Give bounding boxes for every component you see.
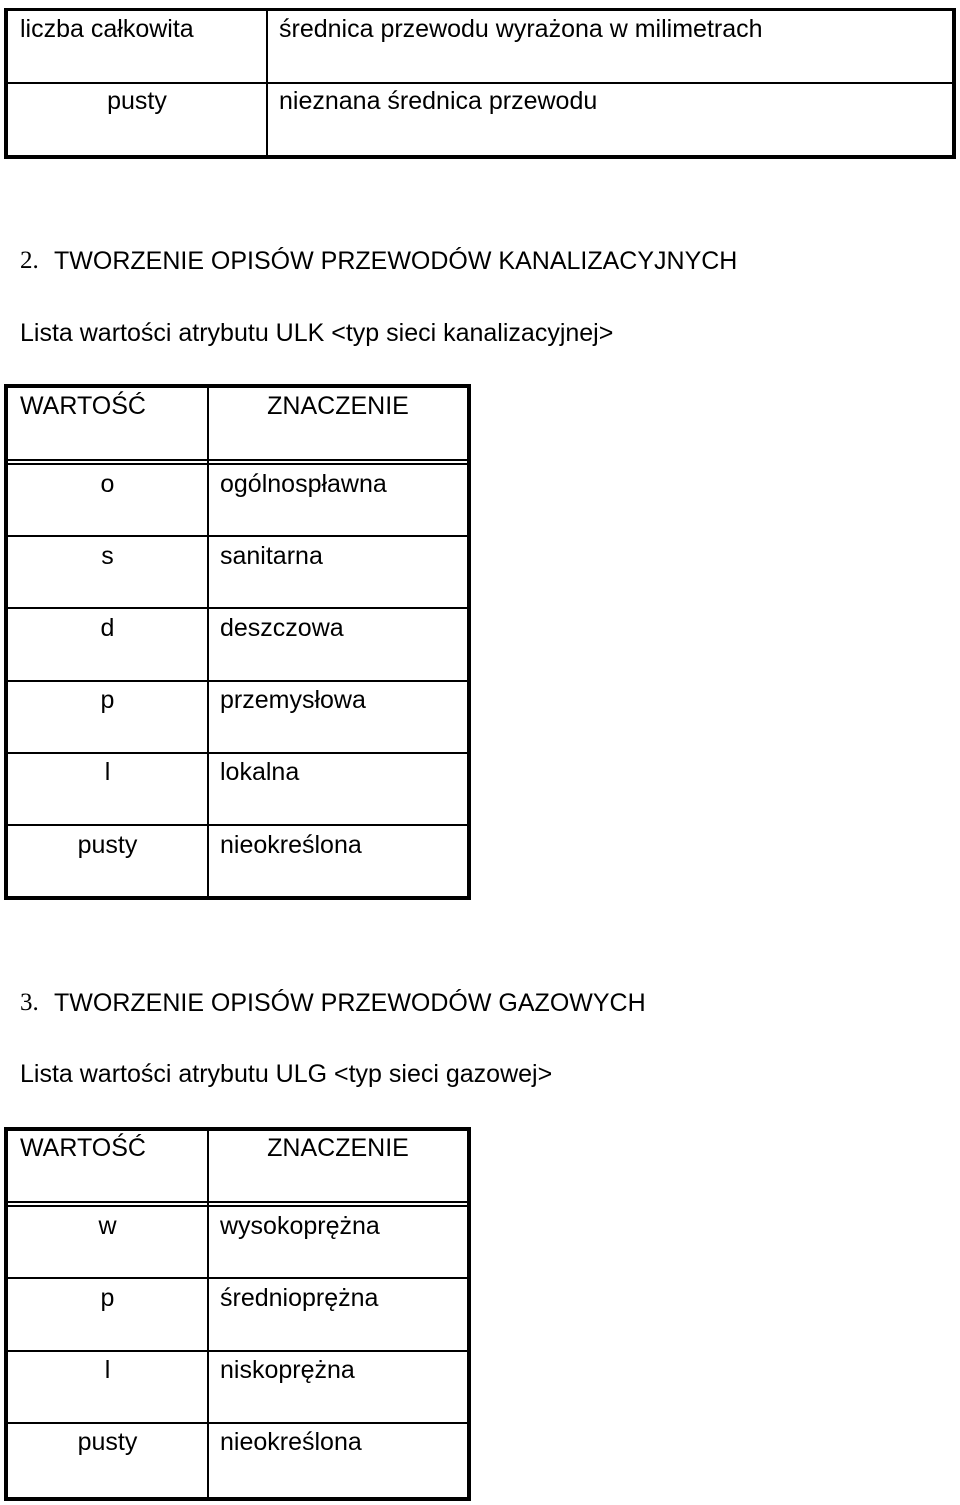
ulk-table-border-top bbox=[4, 384, 471, 388]
ulk-table-meaning-1: sanitarna bbox=[220, 542, 323, 570]
ulk-table-row-divider bbox=[8, 535, 467, 537]
ulg-table-meaning-0: wysokoprężna bbox=[220, 1212, 380, 1240]
ulk-table-value-5: pusty bbox=[77, 831, 138, 859]
ulg-table-header-meaning: ZNACZENIE bbox=[267, 1134, 409, 1162]
ulk-table-divider-col bbox=[207, 388, 209, 896]
ulk-table-row-divider bbox=[8, 752, 467, 754]
ulg-table-border-bottom bbox=[4, 1497, 471, 1501]
ulg-table-meaning-1: średnioprężna bbox=[220, 1284, 379, 1312]
top-table-value-0: liczba całkowita bbox=[20, 15, 194, 43]
ulg-table-row-divider bbox=[8, 1277, 467, 1279]
top-table-border-right bbox=[952, 8, 956, 159]
top-table-border-top bbox=[4, 8, 956, 11]
top-table-border-bottom bbox=[4, 155, 956, 159]
ulg-table-border-top bbox=[4, 1127, 471, 1131]
ulk-table-meaning-2: deszczowa bbox=[220, 614, 344, 642]
ulk-table-header-meaning: ZNACZENIE bbox=[267, 392, 409, 420]
ulg-table-value-1: p bbox=[100, 1284, 115, 1312]
ulg-table-row-divider bbox=[8, 1422, 467, 1424]
ulk-table-meaning-0: ogólnospławna bbox=[220, 470, 387, 498]
ulk-table-row-divider bbox=[8, 824, 467, 826]
section-3-subtitle: Lista wartości atrybutu ULG <typ sieci gazowej> bbox=[20, 1060, 553, 1088]
section-2-title: TWORZENIE OPISÓW PRZEWODÓW KANALIZACYJNYCH bbox=[54, 247, 738, 275]
top-table-divider-row bbox=[8, 82, 952, 84]
top-table-meaning-0: średnica przewodu wyrażona w milimetrach bbox=[279, 15, 763, 43]
ulk-table-header-line-2 bbox=[8, 463, 467, 465]
section-3-number: 3. bbox=[20, 989, 39, 1016]
ulk-table-meaning-3: przemysłowa bbox=[220, 686, 366, 714]
ulg-table-value-3: pusty bbox=[77, 1428, 138, 1456]
section-3-title: TWORZENIE OPISÓW PRZEWODÓW GAZOWYCH bbox=[54, 989, 646, 1017]
ulg-table-divider-col bbox=[207, 1131, 209, 1497]
section-2-number: 2. bbox=[20, 247, 39, 274]
ulk-table-value-4: l bbox=[104, 758, 111, 786]
ulk-table-row-divider bbox=[8, 607, 467, 609]
ulk-table-value-1: s bbox=[101, 542, 114, 570]
ulk-table-meaning-5: nieokreślona bbox=[220, 831, 362, 859]
ulg-table-header-line-2 bbox=[8, 1205, 467, 1207]
ulk-table-value-0: o bbox=[100, 470, 115, 498]
top-table-value-1: pusty bbox=[107, 87, 167, 115]
top-table-meaning-1: nieznana średnica przewodu bbox=[279, 87, 598, 115]
ulk-table-row-divider bbox=[8, 680, 467, 682]
ulk-table-border-bottom bbox=[4, 896, 471, 900]
ulk-table-header-line-1 bbox=[8, 459, 467, 461]
ulg-table-border-right bbox=[467, 1127, 471, 1501]
ulg-table-value-0: w bbox=[98, 1212, 117, 1240]
ulg-table-header-line-1 bbox=[8, 1201, 467, 1203]
ulg-table-value-2: l bbox=[104, 1356, 111, 1384]
ulk-table-header-value: WARTOŚĆ bbox=[20, 392, 146, 420]
ulg-table-meaning-2: niskoprężna bbox=[220, 1356, 355, 1384]
ulk-table-value-2: d bbox=[100, 614, 115, 642]
ulg-table-row-divider bbox=[8, 1350, 467, 1352]
section-2-subtitle: Lista wartości atrybutu ULK <typ sieci kanalizacyjnej> bbox=[20, 319, 614, 347]
ulk-table-border-right bbox=[467, 384, 471, 900]
ulg-table-meaning-3: nieokreślona bbox=[220, 1428, 362, 1456]
ulk-table-value-3: p bbox=[100, 686, 115, 714]
ulk-table-meaning-4: lokalna bbox=[220, 758, 300, 786]
ulg-table-header-value: WARTOŚĆ bbox=[20, 1134, 146, 1162]
